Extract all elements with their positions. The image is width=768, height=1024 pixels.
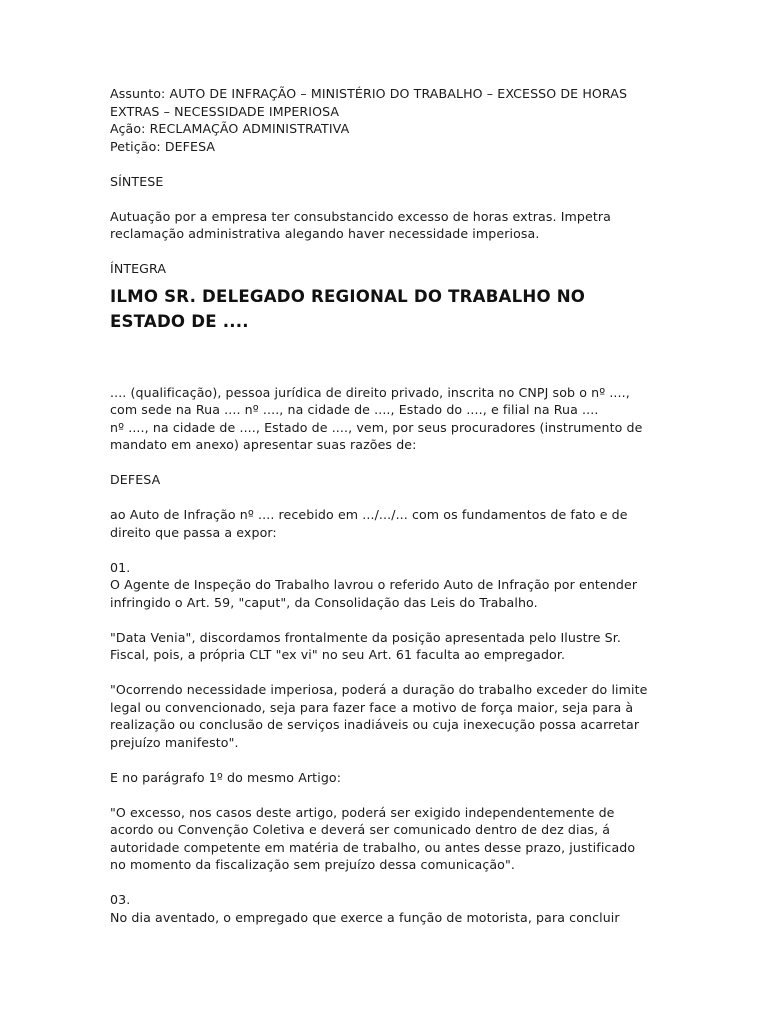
item-01-paragraph <box>110 559 670 612</box>
document-page <box>110 85 670 926</box>
quote-2-paragraph <box>110 804 670 874</box>
qualificacao-line-3: nº ...., na cidade de ...., Estado de ...., vem, por seus procuradores (instrumento de <box>110 419 643 435</box>
qualificacao-line-2: com sede na Rua .... nº ...., na cidade de ...., Estado do ...., e filial na Rua .... <box>110 402 599 417</box>
peticao-line: Petição: DEFESA <box>110 138 216 154</box>
item-03-number: 03. <box>110 892 131 907</box>
qualificacao-line-1: .... (qualificação), pessoa jurídica de direito privado, inscrita no CNPJ sob o nº ...., <box>110 384 630 400</box>
item-01-number: 01. <box>110 559 131 575</box>
quote-2-line-3: autoridade competente em matéria de trabalho, ou antes desse prazo, justificado <box>110 839 636 855</box>
item-01-line-1: O Agente de Inspeção do Trabalho lavrou o referido Auto de Infração por entender <box>110 577 638 592</box>
addressee-line-2: ESTADO DE .... <box>110 311 249 331</box>
quote-1-paragraph <box>110 681 670 751</box>
sintese-line-2: reclamação administrativa alegando haver necessidade imperiosa. <box>110 226 540 241</box>
data-venia-line-2: Fiscal, pois, a própria CLT "ex vi" no seu Art. 61 faculta ao empregador. <box>110 647 566 662</box>
assunto-line-1: Assunto: AUTO DE INFRAÇÃO – MINISTÉRIO DO TRABALHO – EXCESSO DE HORAS <box>110 86 628 101</box>
quote-1-line-4: prejuízo manifesto". <box>110 734 239 750</box>
acao-line: Ação: RECLAMAÇÃO ADMINISTRATIVA <box>110 121 350 136</box>
integra-title: ÍNTEGRA <box>110 261 167 276</box>
quote-1-line-2: legal ou convencionado, seja para fazer face a motivo de força maior, seja para à <box>110 699 634 715</box>
sintese-paragraph <box>110 208 670 243</box>
defesa-title: DEFESA <box>110 472 161 487</box>
quote-2-line-2: acordo ou Convenção Coletiva e deverá ser comunicado dentro de dez dias, á <box>110 822 611 837</box>
qualificacao-paragraph <box>110 384 670 454</box>
quote-1-line-1: "Ocorrendo necessidade imperiosa, poderá a duração do trabalho exceder do limite <box>110 682 648 697</box>
item-03-paragraph <box>110 891 670 926</box>
defesa-line-2: direito que passa a expor: <box>110 524 277 540</box>
addressee-heading <box>110 284 670 334</box>
data-venia-paragraph <box>110 629 670 664</box>
header-block <box>110 85 670 155</box>
addressee-line-1: ILMO SR. DELEGADO REGIONAL DO TRABALHO NO <box>110 286 586 306</box>
data-venia-line-1: "Data Venia", discordamos frontalmente da posição apresentada pelo Ilustre Sr. <box>110 629 621 645</box>
quote-2-line-4: no momento da fiscalização sem prejuízo dessa comunicação". <box>110 857 515 872</box>
quote-2-line-1: "O excesso, nos casos deste artigo, poderá ser exigido independentemente de <box>110 804 615 820</box>
qualificacao-line-4: mandato em anexo) apresentar suas razões de: <box>110 437 417 452</box>
defesa-paragraph <box>110 506 670 541</box>
item-01-line-2: infringido o Art. 59, "caput", da Consolidação das Leis do Trabalho. <box>110 594 538 610</box>
paragrafo-line: E no parágrafo 1º do mesmo Artigo: <box>110 769 342 785</box>
assunto-line-2: EXTRAS – NECESSIDADE IMPERIOSA <box>110 103 340 119</box>
defesa-line-1: ao Auto de Infração nº .... recebido em .../.../... com os fundamentos de fato e de <box>110 507 628 522</box>
sintese-title: SÍNTESE <box>110 173 164 189</box>
item-03-line-1: No dia aventado, o empregado que exerce a função de motorista, para concluir <box>110 909 620 925</box>
sintese-line-1: Autuação por a empresa ter consubstancido excesso de horas extras. Impetra <box>110 208 611 224</box>
quote-1-line-3: realização ou conclusão de serviços inadiáveis ou cuja inexecução possa acarretar <box>110 717 640 732</box>
